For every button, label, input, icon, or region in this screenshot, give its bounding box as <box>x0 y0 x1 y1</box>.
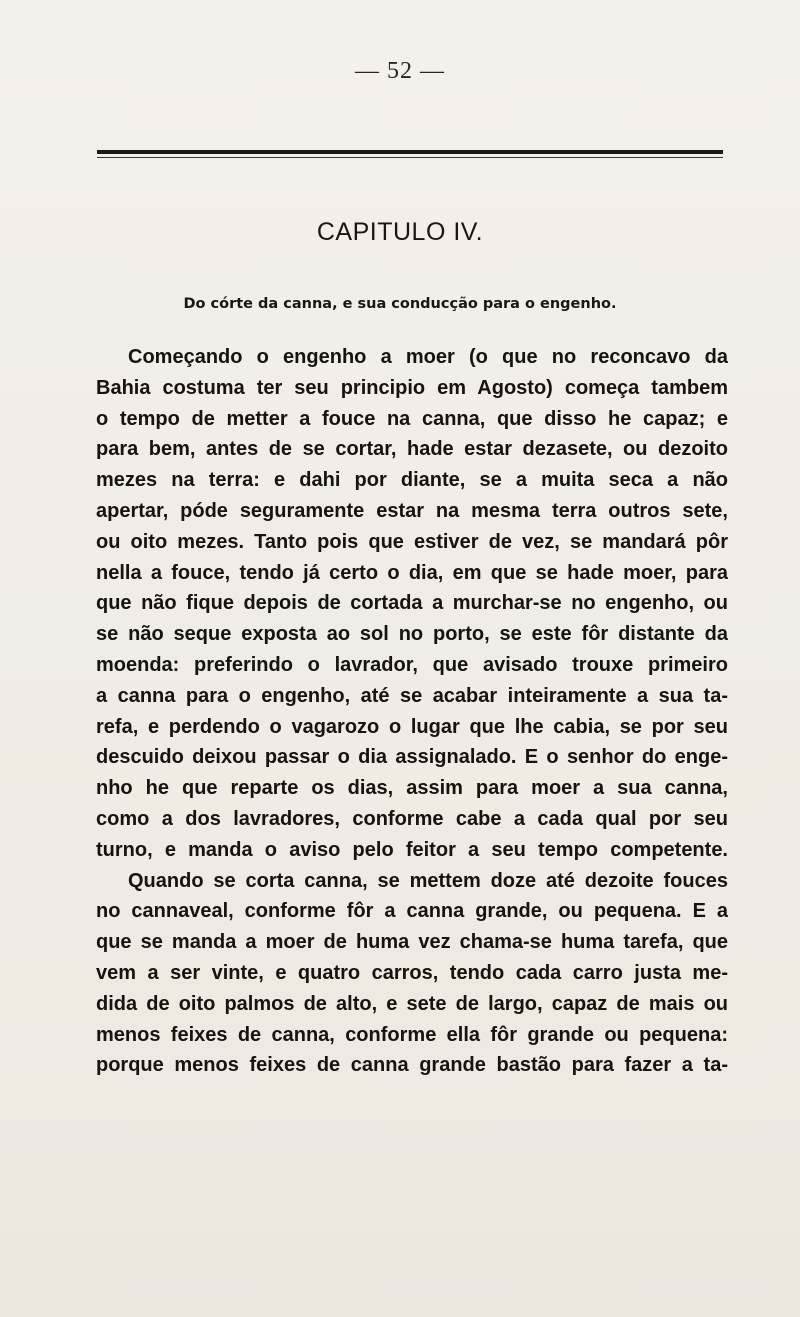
header-rule-thick <box>97 150 723 154</box>
text-line: a canna para o engenho, até se acabar inteiramente a sua ta- <box>96 684 728 707</box>
text-line: nella a fouce, tendo já certo o dia, em que se hade moer, para <box>96 561 728 584</box>
header-rule <box>97 150 723 162</box>
text-line: vem a ser vinte, e quatro carros, tendo cada carro justa me- <box>96 961 728 984</box>
text-line: dida de oito palmos de alto, e sete de largo, capaz de mais ou <box>96 992 728 1015</box>
text-line: nho he que reparte os dias, assim para moer a sua canna, <box>96 777 728 800</box>
text-line: que se manda a moer de huma vez chama-se huma tarefa, que <box>96 931 728 954</box>
text-line: mezes na terra: e dahi por diante, se a muita seca a não <box>96 469 728 492</box>
header-rule-thin <box>97 157 723 158</box>
page-number: — 52 — <box>355 58 445 84</box>
text-line: no cannaveal, conforme fôr a canna grande, ou pequena. E a <box>96 900 728 923</box>
text-line: apertar, póde seguramente estar na mesma terra outros sete, <box>96 499 728 522</box>
text-line: ou oito mezes. Tanto pois que estiver de vez, se mandará pôr <box>96 530 728 553</box>
text-line: refa, e perdendo o vagarozo o lugar que lhe cabia, se por seu <box>96 715 728 738</box>
text-line: Começando o engenho a moer (o que no reconcavo da <box>128 346 728 368</box>
text-line: turno, e manda o aviso pelo feitor a seu tempo competente. <box>96 838 728 861</box>
text-line: o tempo de metter a fouce na canna, que disso he capaz; e <box>96 407 728 430</box>
text-line: Bahia costuma ter seu principio em Agosto) começa tambem <box>96 376 728 399</box>
text-line: moenda: preferindo o lavrador, que avisado trouxe primeiro <box>96 653 728 676</box>
chapter-title: CAPITULO IV. <box>316 218 484 246</box>
text-line: descuido deixou passar o dia assignalado. E o senhor do enge- <box>96 746 728 769</box>
text-line: para bem, antes de se cortar, hade estar dezasete, ou dezoito <box>96 438 728 461</box>
text-line: Quando se corta canna, se mettem doze até dezoite fouces <box>128 869 728 892</box>
text-line: como a dos lavradores, conforme cabe a cada qual por seu <box>96 807 728 830</box>
text-line: se não seque exposta ao sol no porto, se este fôr distante da <box>96 623 728 646</box>
text-line: que não fique depois de cortada a murchar-se no engenho, ou <box>96 592 728 615</box>
chapter-subtitle: Do córte da canna, e sua conducção para o engenho. <box>183 296 617 312</box>
text-line: menos feixes de canna, conforme ella fôr grande ou pequena: <box>96 1023 728 1046</box>
text-line: porque menos feixes de canna grande bastão para fazer a ta- <box>96 1054 728 1077</box>
body-text <box>96 342 728 1081</box>
